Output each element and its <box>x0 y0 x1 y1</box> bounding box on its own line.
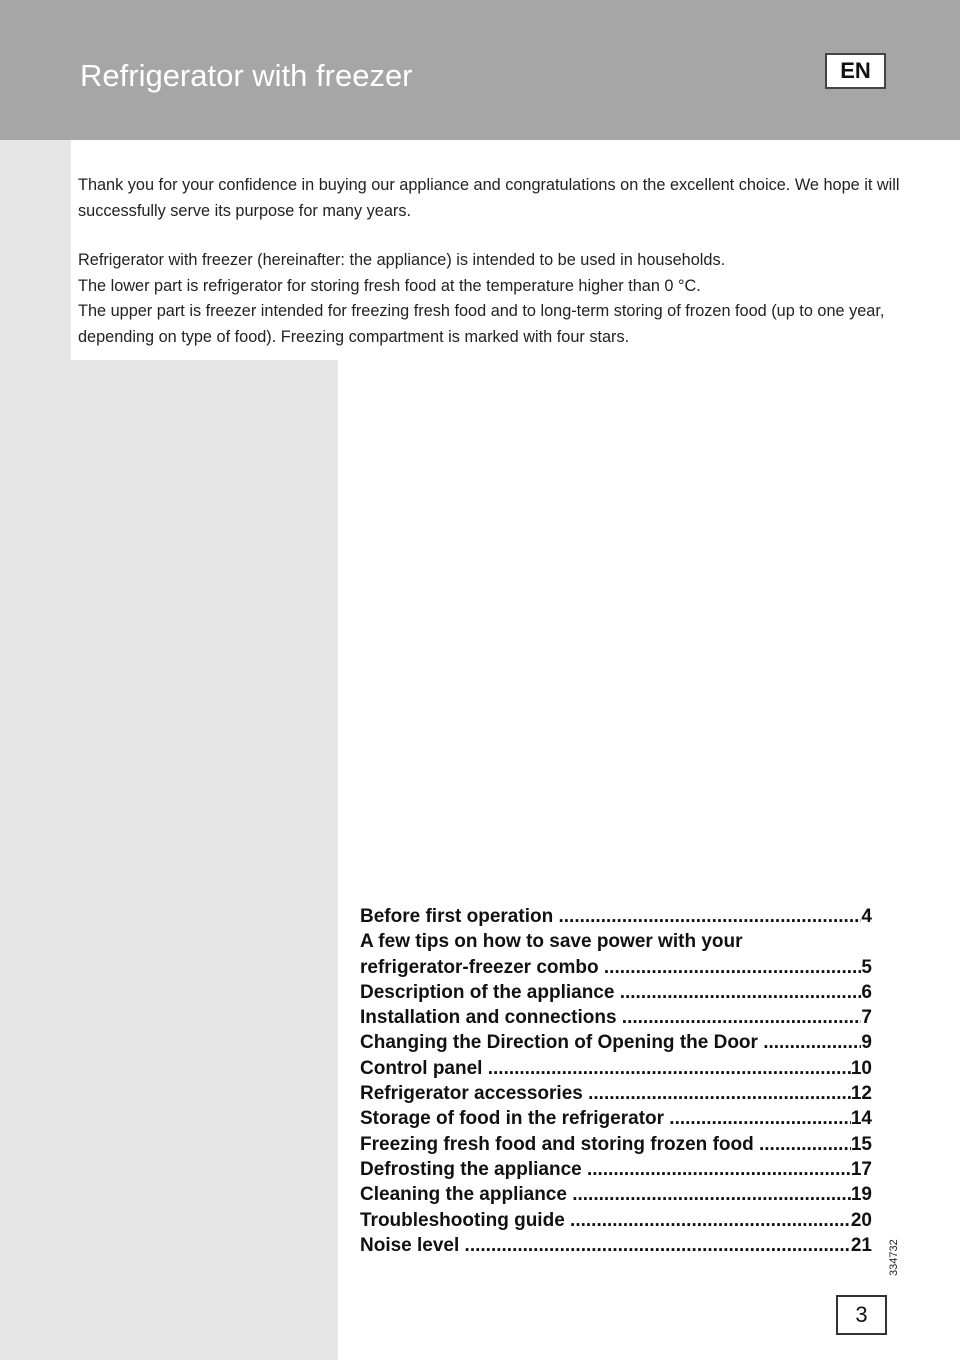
toc-item-page: 17 <box>850 1158 872 1180</box>
page-number: 3 <box>836 1295 887 1335</box>
toc-item-page: 15 <box>850 1133 872 1155</box>
toc-item[interactable] <box>360 929 872 954</box>
toc-item-page: 9 <box>861 1032 872 1054</box>
toc-item-title: refrigerator-freezer combo ..... <box>360 955 861 980</box>
toc-item-page: 14 <box>850 1108 872 1130</box>
page-header <box>0 0 960 140</box>
toc-item[interactable] <box>360 1030 872 1055</box>
intro-paragraph-refrigerator: The lower part is refrigerator for storing fresh food at the temperature higher than 0 °C. <box>78 276 701 295</box>
toc-item-title: Storage of food in the refrigerator ..... <box>360 1106 851 1131</box>
page-title: Refrigerator with freezer <box>80 58 413 93</box>
toc-item-page: 20 <box>850 1209 872 1231</box>
toc-item[interactable] <box>360 1208 872 1233</box>
toc-item-page: 4 <box>861 906 872 927</box>
toc-item-title: Noise level ..... <box>360 1233 851 1258</box>
language-badge: EN <box>825 53 886 89</box>
toc-item-title: Description of the appliance ..... <box>360 980 861 1005</box>
toc-item-title: Defrosting the appliance ..... <box>360 1157 851 1182</box>
toc-item-title: Installation and connections ..... <box>360 1005 861 1030</box>
toc-item[interactable] <box>360 1132 872 1157</box>
toc-item-title: Control panel ..... <box>360 1056 851 1081</box>
toc-item[interactable] <box>360 1233 872 1258</box>
table-of-contents <box>360 904 872 1258</box>
toc-item-page: 21 <box>850 1234 872 1256</box>
toc-item[interactable] <box>360 955 872 980</box>
toc-item[interactable] <box>360 1056 872 1081</box>
toc-item[interactable] <box>360 1182 872 1207</box>
document-code: 334732 <box>888 1239 900 1276</box>
intro-paragraph-purpose: Refrigerator with freezer (hereinafter: the appliance) is intended to be used in households. <box>78 251 726 269</box>
toc-item-title: Cleaning the appliance ..... <box>360 1182 851 1207</box>
toc-item[interactable] <box>360 980 872 1005</box>
toc-item-page: 19 <box>850 1184 872 1206</box>
toc-item-page: 10 <box>850 1057 872 1079</box>
toc-item-title: Troubleshooting guide ..... <box>360 1208 851 1233</box>
toc-item-page: 6 <box>861 981 872 1003</box>
toc-item-page: 12 <box>850 1083 872 1105</box>
toc-item[interactable] <box>360 904 872 929</box>
toc-item[interactable] <box>360 1005 872 1030</box>
toc-item-page: 7 <box>861 1007 872 1029</box>
toc-item-title: Before first operation ..... <box>360 904 861 929</box>
toc-item-page: 5 <box>861 956 872 978</box>
toc-item-title: Changing the Direction of Opening the Door ..... <box>360 1030 861 1055</box>
toc-item-title: Refrigerator accessories ..... <box>360 1081 851 1106</box>
toc-item-title: Freezing fresh food and storing frozen food ..... <box>360 1132 851 1157</box>
toc-item[interactable] <box>360 1106 872 1131</box>
intro-text <box>78 173 918 350</box>
toc-item[interactable] <box>360 1081 872 1106</box>
intro-paragraph-freezer: The upper part is freezer intended for freezing fresh food and to long-term storing of frozen food (up to one year, depending on type of food). Freezing compartment is marked with four stars. <box>78 302 885 346</box>
toc-item-title: A few tips on how to save power with your <box>360 931 743 953</box>
intro-paragraph-welcome: Thank you for your confidence in buying our appliance and congratulations on the excellent choice. We hope it will successfully serve its purpose for many years. <box>78 176 900 220</box>
toc-item[interactable] <box>360 1157 872 1182</box>
